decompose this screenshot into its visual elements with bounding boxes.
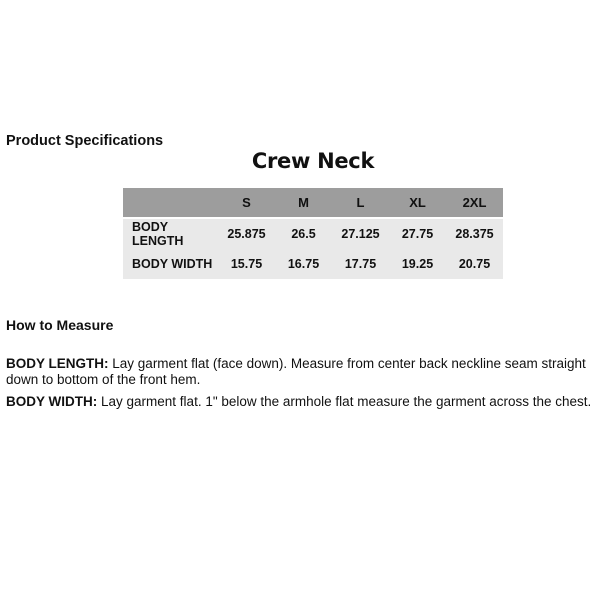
body-length-instruction: [6, 356, 596, 388]
body-width-instruction-text: Lay garment flat. 1" below the armhole flat measure the garment across the chest.: [101, 394, 592, 409]
size-column-header-s: S: [218, 188, 275, 219]
body-width-instruction-term: BODY WIDTH:: [6, 394, 98, 409]
body-width-value-2xl: 20.75: [446, 249, 503, 279]
body-length-instruction-text: Lay garment flat (face down). Measure from center back neckline seam straight down to bottom of the front hem.: [6, 356, 586, 387]
section-title: Product Specifications: [6, 133, 164, 149]
body-width-instruction: [6, 394, 596, 410]
size-column-header-2xl: 2XL: [446, 188, 503, 219]
product-title: Crew Neck: [251, 149, 375, 173]
body-length-instruction-term: BODY LENGTH:: [6, 356, 109, 371]
size-table-corner-cell: [123, 188, 218, 219]
table-row-body-width: [123, 249, 503, 279]
body-width-value-m: 16.75: [275, 249, 332, 279]
body-length-value-xl: 27.75: [389, 219, 446, 249]
body-length-value-m: 26.5: [275, 219, 332, 249]
body-width-value-xl: 19.25: [389, 249, 446, 279]
size-column-header-l: L: [332, 188, 389, 219]
row-label-body-length: BODY LENGTH: [123, 219, 218, 249]
body-length-value-l: 27.125: [332, 219, 389, 249]
size-column-header-m: M: [275, 188, 332, 219]
body-width-value-l: 17.75: [332, 249, 389, 279]
size-table-header-row: [123, 188, 503, 219]
body-length-value-s: 25.875: [218, 219, 275, 249]
table-row-body-length: [123, 219, 503, 249]
body-length-value-2xl: 28.375: [446, 219, 503, 249]
row-label-body-width: BODY WIDTH: [123, 249, 218, 279]
size-column-header-xl: XL: [389, 188, 446, 219]
size-spec-table: [123, 188, 503, 279]
how-to-measure-heading: How to Measure: [6, 317, 114, 333]
measure-instructions: [6, 356, 596, 416]
body-width-value-s: 15.75: [218, 249, 275, 279]
